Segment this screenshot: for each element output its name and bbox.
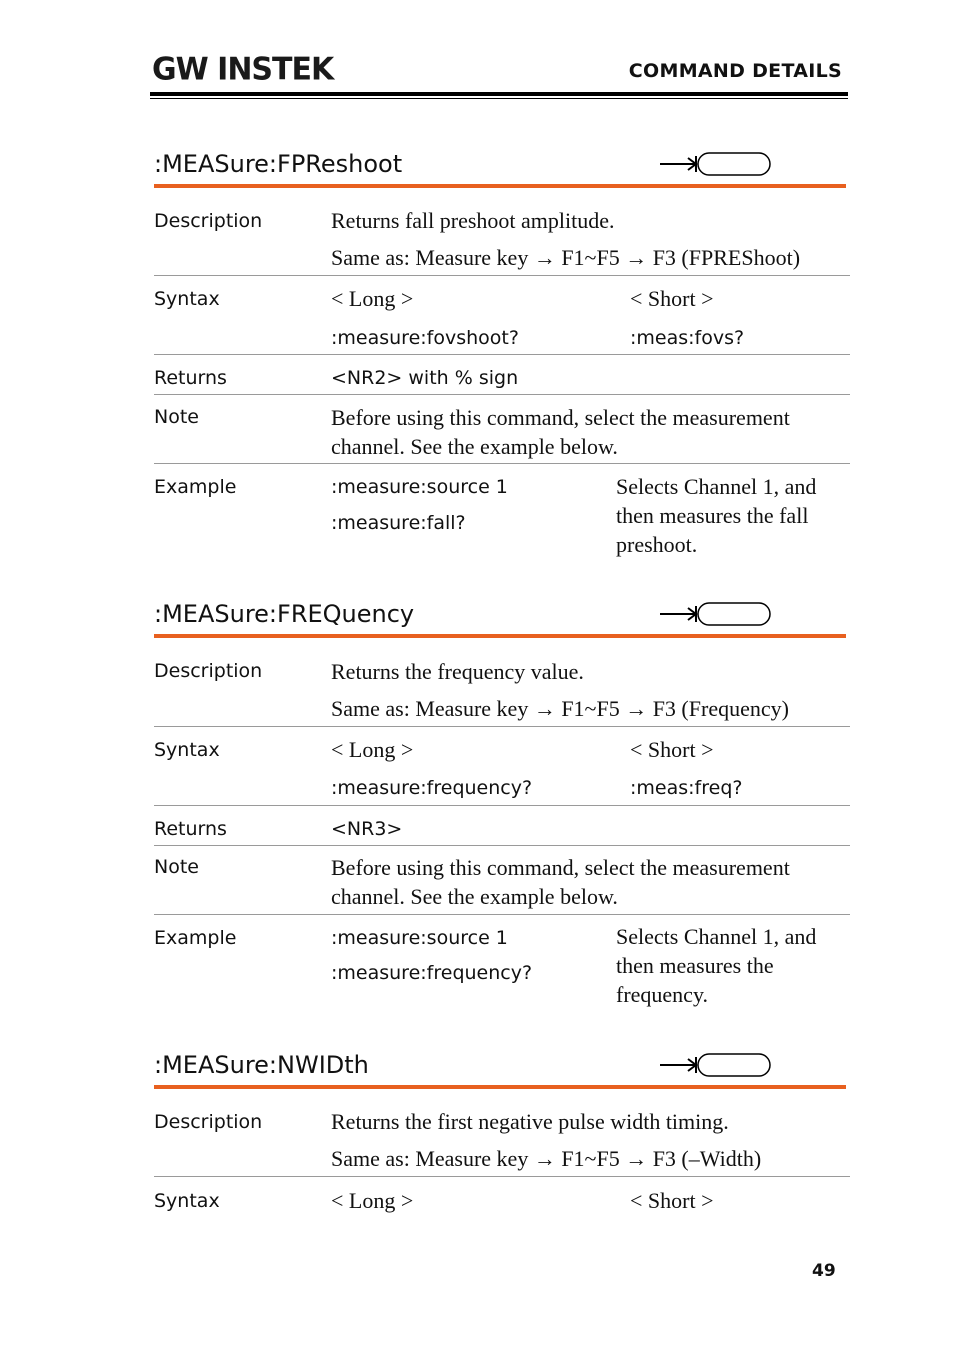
section-title: :MEASure:FPReshoot — [154, 150, 403, 178]
label-note: Note — [154, 856, 199, 878]
syntax-short-label: < Short > — [630, 286, 714, 311]
description-text: Returns the first negative pulse width timing. — [331, 1109, 729, 1134]
label-returns: Returns — [154, 367, 227, 389]
row-divider — [154, 805, 850, 806]
label-description: Description — [154, 210, 263, 232]
page-number: 49 — [812, 1261, 836, 1281]
syntax-short-command: :meas:freq? — [630, 777, 743, 799]
syntax-short-label: < Short > — [630, 1188, 714, 1213]
label-returns: Returns — [154, 818, 227, 840]
example-command-1: :measure:source 1 — [331, 927, 508, 949]
returns-value: <NR3> — [331, 818, 403, 840]
label-description: Description — [154, 660, 263, 682]
row-divider — [154, 463, 850, 464]
same-as-text: Same as: Measure key → F1~F5 → F3 (Frequency) — [331, 696, 789, 721]
row-divider — [154, 354, 850, 355]
same-as-text: Same as: Measure key → F1~F5 → F3 (–Width) — [331, 1146, 762, 1171]
section-rule — [154, 1085, 846, 1089]
syntax-long-label: < Long > — [331, 737, 414, 762]
query-arrow-icon — [660, 152, 772, 176]
same-as-text: Same as: Measure key → F1~F5 → F3 (FPREShoot) — [331, 245, 801, 270]
label-syntax: Syntax — [154, 1190, 220, 1212]
syntax-long-command: :measure:frequency? — [331, 777, 533, 799]
label-example: Example — [154, 927, 237, 949]
label-note: Note — [154, 406, 199, 428]
label-example: Example — [154, 476, 237, 498]
row-divider — [154, 275, 850, 276]
note-text: Before using this command, select the measurement channel. See the example below. — [331, 855, 790, 909]
example-command-1: :measure:source 1 — [331, 476, 508, 498]
syntax-short-label: < Short > — [630, 737, 714, 762]
example-description: Selects Channel 1, and then measures the frequency. — [616, 924, 817, 1007]
label-syntax: Syntax — [154, 288, 220, 310]
syntax-long-label: < Long > — [331, 1188, 414, 1213]
syntax-long-command: :measure:fovshoot? — [331, 327, 519, 349]
brand-logo: GW INSTEK — [152, 51, 334, 88]
row-divider — [154, 1176, 850, 1177]
example-description: Selects Channel 1, and then measures the fall preshoot. — [616, 474, 817, 557]
header-title: COMMAND DETAILS — [628, 60, 842, 82]
section-title: :MEASure:NWIDth — [154, 1051, 369, 1079]
note-text: Before using this command, select the measurement channel. See the example below. — [331, 405, 790, 459]
section-rule — [154, 634, 846, 638]
query-arrow-icon — [660, 602, 772, 626]
row-divider — [154, 845, 850, 846]
header-rule — [150, 92, 848, 96]
row-divider — [154, 914, 850, 915]
description-text: Returns the frequency value. — [331, 659, 584, 684]
example-command-2: :measure:fall? — [331, 512, 466, 534]
example-command-2: :measure:frequency? — [331, 962, 533, 984]
section-title: :MEASure:FREQuency — [154, 600, 415, 628]
returns-value: <NR2> with % sign — [331, 367, 519, 389]
row-divider — [154, 394, 850, 395]
section-rule — [154, 184, 846, 188]
label-description: Description — [154, 1111, 263, 1133]
description-text: Returns fall preshoot amplitude. — [331, 208, 615, 233]
syntax-long-label: < Long > — [331, 286, 414, 311]
row-divider — [154, 726, 850, 727]
label-syntax: Syntax — [154, 739, 220, 761]
header-rule-thin — [150, 98, 848, 99]
query-arrow-icon — [660, 1053, 772, 1077]
syntax-short-command: :meas:fovs? — [630, 327, 745, 349]
